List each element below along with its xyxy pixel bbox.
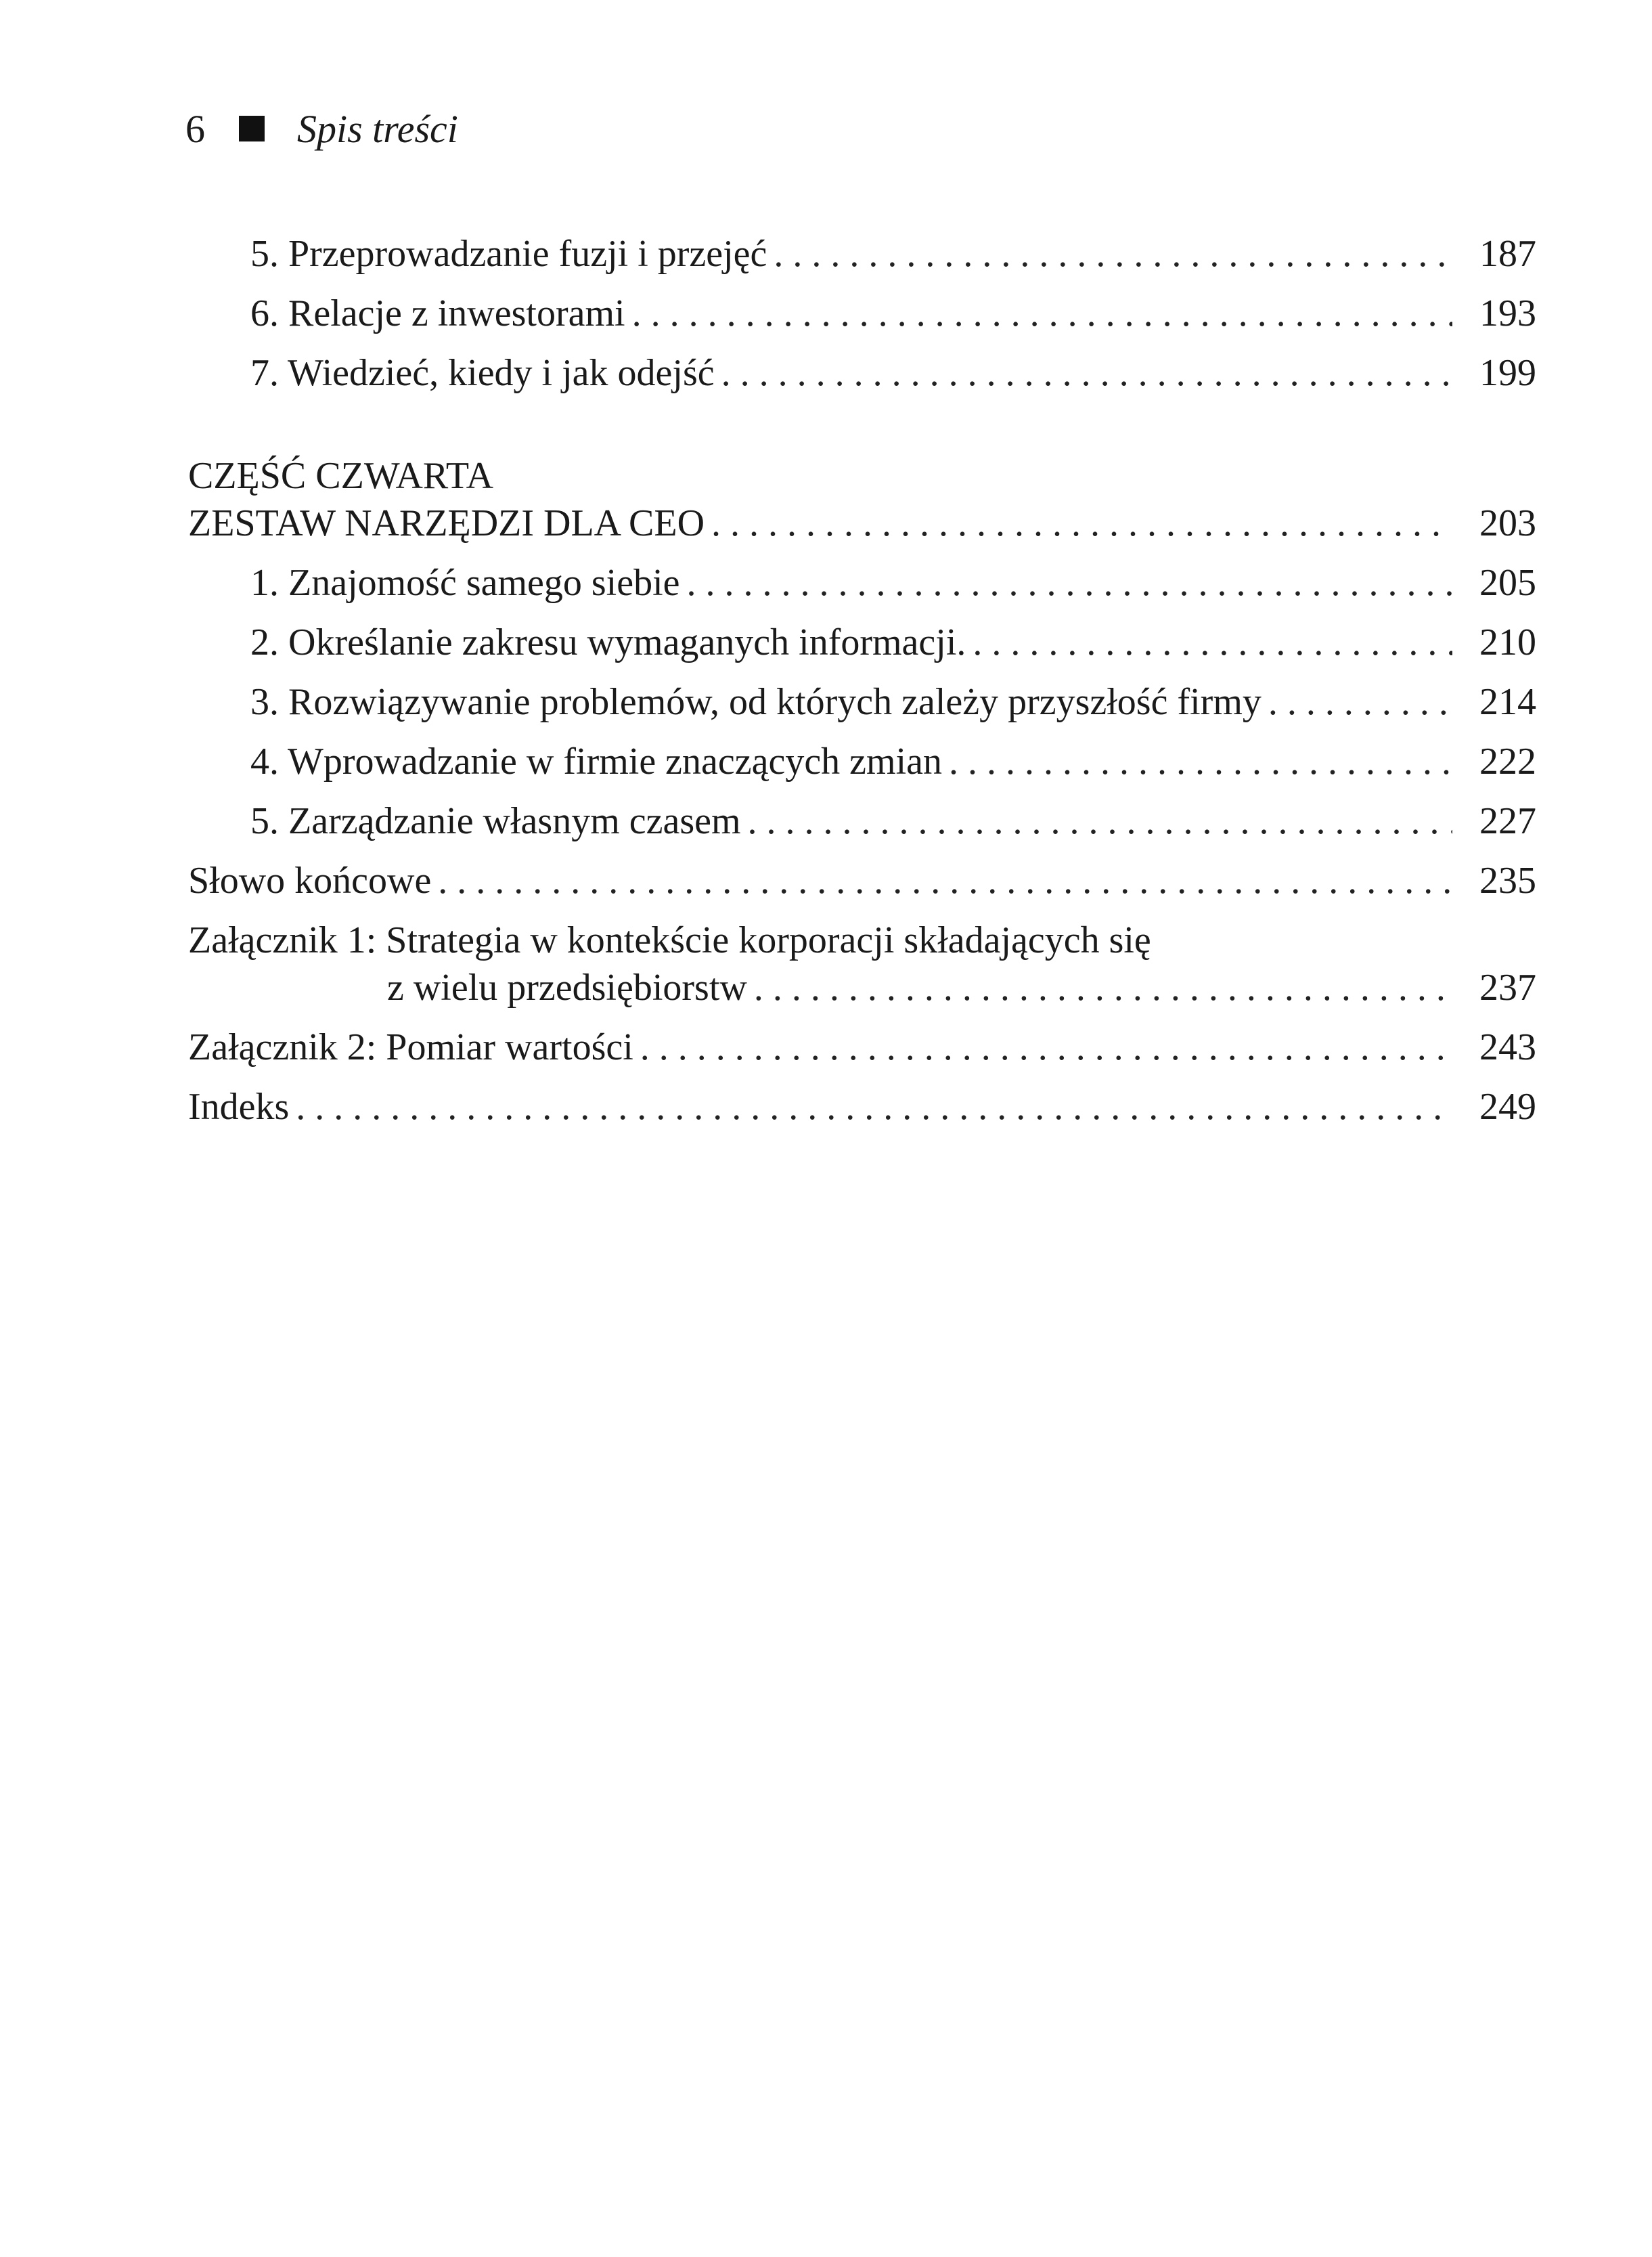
leader-dots bbox=[296, 1083, 1452, 1131]
leader-dots bbox=[1268, 678, 1452, 726]
toc-entry-label: 3. Rozwiązywanie problemów, od których zależy przyszłość firmy bbox=[250, 681, 1262, 723]
part-heading-line2: ZESTAW NARZĘDZI DLA CEO bbox=[188, 502, 705, 544]
part-heading-entry[interactable] bbox=[188, 500, 1536, 547]
toc-entry-label: 6. Relacje z inwestorami bbox=[250, 292, 625, 334]
toc-entry-page: 210 bbox=[1479, 621, 1536, 663]
toc-entry-page: 243 bbox=[1479, 1026, 1536, 1068]
toc-entry[interactable] bbox=[250, 230, 1536, 278]
leader-dots bbox=[711, 500, 1452, 547]
toc-entry[interactable] bbox=[250, 619, 1536, 666]
leader-dots bbox=[754, 964, 1452, 1011]
appendix1-line1: Załącznik 1: Strategia w kontekście korporacji składających się bbox=[188, 919, 1151, 961]
toc-entry-label: Słowo końcowe bbox=[188, 860, 432, 902]
header-square-icon bbox=[239, 116, 265, 141]
part-heading-page: 203 bbox=[1479, 502, 1536, 544]
toc-entry-label: 5. Zarządzanie własnym czasem bbox=[250, 800, 741, 842]
leader-dots bbox=[774, 230, 1452, 278]
toc-entry[interactable] bbox=[250, 559, 1536, 607]
toc-entry[interactable] bbox=[250, 678, 1536, 726]
toc-entry-page: 193 bbox=[1479, 292, 1536, 334]
leader-dots bbox=[632, 290, 1452, 337]
leader-dots bbox=[721, 349, 1452, 397]
toc-entry[interactable] bbox=[250, 738, 1536, 785]
part-heading-line1: CZĘŚĆ CZWARTA bbox=[188, 455, 494, 497]
leader-dots bbox=[438, 857, 1452, 904]
toc-entry-index[interactable] bbox=[188, 1083, 1536, 1131]
toc-entry-page: 235 bbox=[1479, 860, 1536, 902]
leader-dots bbox=[949, 738, 1452, 785]
toc-entry-label: 7. Wiedzieć, kiedy i jak odejść bbox=[250, 352, 715, 394]
toc-entry-page: 237 bbox=[1479, 967, 1536, 1009]
toc-entry-label: Indeks bbox=[188, 1086, 290, 1128]
toc-entry-label: 1. Znajomość samego siebie bbox=[250, 562, 680, 604]
leader-dots bbox=[687, 559, 1452, 607]
toc-entry-page: 249 bbox=[1479, 1086, 1536, 1128]
toc-entry-afterword[interactable] bbox=[188, 857, 1536, 904]
toc-entry-page: 222 bbox=[1479, 741, 1536, 783]
toc-entry-appendix2[interactable] bbox=[188, 1024, 1536, 1071]
toc-entry-label: 5. Przeprowadzanie fuzji i przejęć bbox=[250, 233, 767, 275]
header-page-number: 6 bbox=[185, 106, 205, 151]
header-title: Spis treści bbox=[297, 106, 458, 151]
toc-entry-page: 199 bbox=[1479, 352, 1536, 394]
toc-entry-page: 205 bbox=[1479, 562, 1536, 604]
toc-entry-label: Załącznik 2: Pomiar wartości bbox=[188, 1026, 633, 1068]
toc-entry-page: 227 bbox=[1479, 800, 1536, 842]
toc-entry-label: 4. Wprowadzanie w firmie znaczących zmian bbox=[250, 741, 942, 783]
toc-entry-label: 2. Określanie zakresu wymaganych informacji. bbox=[250, 621, 966, 663]
leader-dots bbox=[748, 797, 1452, 845]
toc-entry-page: 214 bbox=[1479, 681, 1536, 723]
toc-entry[interactable] bbox=[250, 349, 1536, 397]
toc-entry-page: 187 bbox=[1479, 233, 1536, 275]
leader-dots bbox=[973, 619, 1452, 666]
toc-entry[interactable] bbox=[250, 290, 1536, 337]
page-header bbox=[185, 102, 458, 156]
toc-entry-appendix1[interactable] bbox=[387, 964, 1536, 1011]
appendix1-line2: z wielu przedsiębiorstw bbox=[387, 967, 747, 1009]
leader-dots bbox=[640, 1024, 1452, 1071]
toc-entry[interactable] bbox=[250, 797, 1536, 845]
